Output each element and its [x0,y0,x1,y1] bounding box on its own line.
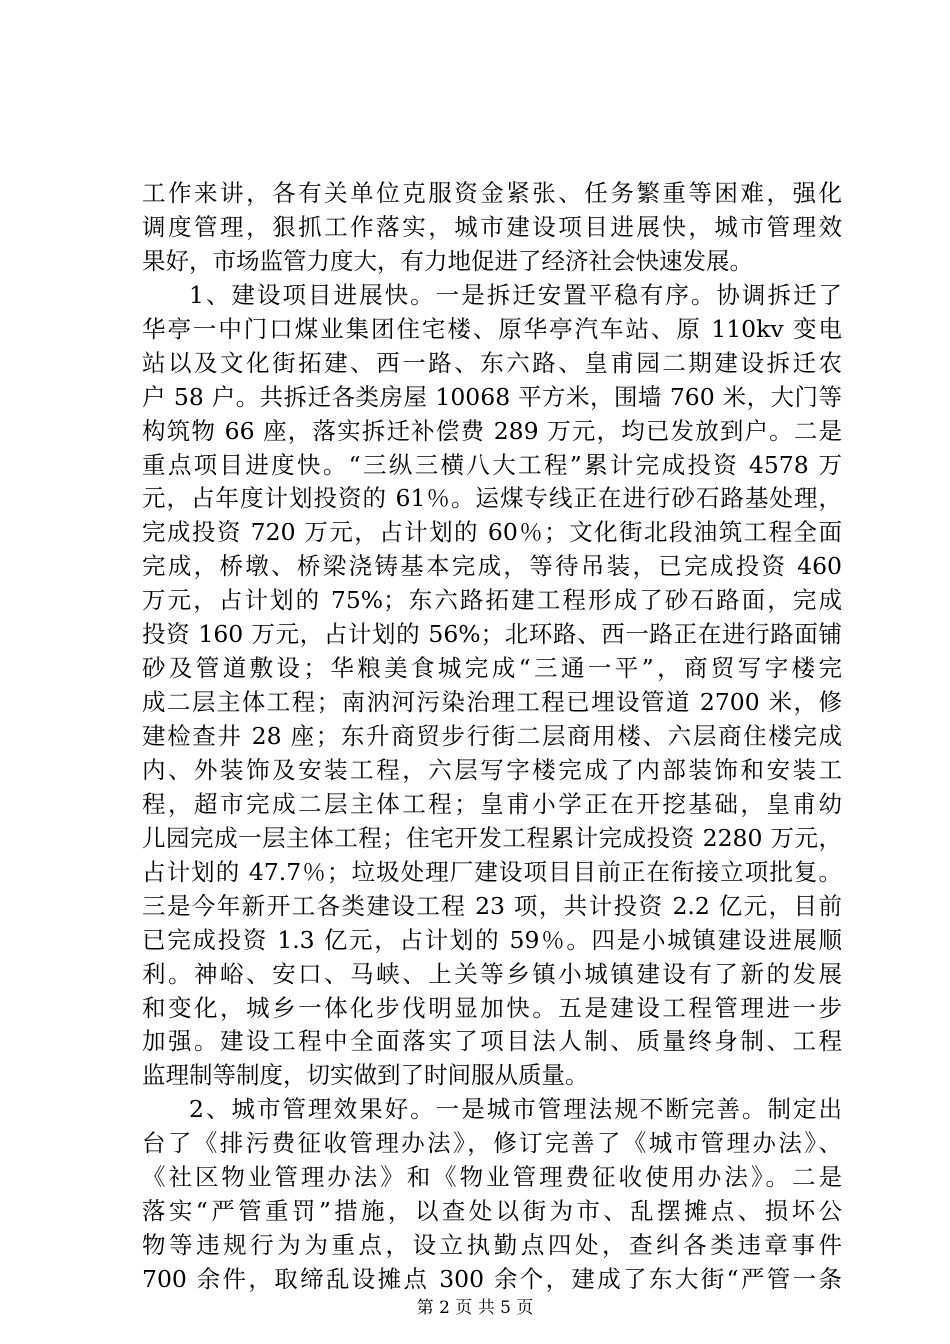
text-line: 果好，市场监管力度大，有力地促进了经济社会快速发展。 [142,246,753,275]
text-line: 站以及文化街拓建、西一路、东六路、皇甫园二期建设拆迁农 [142,348,842,377]
text-line: 重点项目进度快。“三纵三横八大工程”累计完成投资 4578 万 [142,450,842,479]
text-line: 程，超市完成二层主体工程；皇甫小学正在开挖基础，皇甫幼 [142,789,842,818]
text-line: 投资 160 万元，占计划的 56%；北环路、西一路正在进行路面铺 [142,620,842,649]
text-line: 调度管理，狠抓工作落实，城市建设项目进展快，城市管理效 [142,212,842,241]
text-line: 利。神峪、安口、马峡、上关等乡镇小城镇建设有了新的发展 [142,959,842,988]
text-line: 加强。建设工程中全面落实了项目法人制、质量终身制、工程 [142,1027,842,1056]
text-line: 已完成投资 1.3 亿元，占计划的 59％。四是小城镇建设进展顺 [142,925,842,954]
text-line: 元，占年度计划投资的 61％。运煤专线正在进行砂石路基处理， [142,484,842,513]
text-line: 台了《排污费征收管理办法》，修订完善了《城市管理办法》、 [142,1129,842,1158]
text-line: 三是今年新开工各类建设工程 23 项，共计投资 2.2 亿元，目前 [142,891,842,920]
text-line: 建检查井 28 座；东升商贸步行街二层商用楼、六层商住楼完成 [142,722,842,750]
text-line: 物等违规行为为重点，设立执勤点四处，查纠各类违章事件 [142,1231,842,1260]
text-line: 内、外装饰及安装工程，六层写字楼完成了内部装饰和安装工 [142,755,842,784]
text-line: 落实“严管重罚”措施，以查处以街为市、乱摆摊点、损坏公 [142,1197,842,1226]
text-line: 砂及管道敷设；华粮美食城完成“三通一平”，商贸写字楼完 [142,654,842,683]
text-line: 700 余件，取缔乱设摊点 300 余个，建成了东大街“严管一条 [142,1265,842,1293]
text-line: 万元，占计划的 75%；东六路拓建工程形成了砂石路面，完成 [142,586,842,615]
page-number-footer: 第 2 页 共 5 页 [416,1298,534,1318]
text-line: 占计划的 47.7％；垃圾处理厂建设项目目前正在衔接立项批复。 [142,857,842,886]
paragraph-start-line: 1、建设项目进展快。一是拆迁安置平稳有序。协调拆迁了 [189,280,842,309]
text-line: 《社区物业管理办法》和《物业管理费征收使用办法》。二是 [142,1163,842,1192]
text-line: 监理制等制度，切实做到了时间服从质量。 [142,1061,589,1090]
text-line: 和变化，城乡一体化步伐明显加快。五是建设工程管理进一步 [142,993,842,1022]
text-line: 完成，桥墩、桥梁浇铸基本完成，等待吊装，已完成投资 460 [142,552,842,581]
text-line: 完成投资 720 万元，占计划的 60％；文化街北段油筑工程全面 [142,518,842,547]
text-line: 华亭一中门口煤业集团住宅楼、原华亭汽车站、原 110kv 变电 [142,314,842,343]
text-line: 户 58 户。共拆迁各类房屋 10068 平方米，围墙 760 米，大门等 [142,382,842,411]
text-line: 构筑物 66 座，落实拆迁补偿费 289 万元，均已发放到户。二是 [142,416,842,445]
text-line: 儿园完成一层主体工程；住宅开发工程累计完成投资 2280 万元， [142,823,842,852]
paragraph-start-line: 2、城市管理效果好。一是城市管理法规不断完善。制定出 [189,1095,842,1124]
text-line: 成二层主体工程；南汭河污染治理工程已埋设管道 2700 米，修 [142,688,842,717]
body-text [142,177,842,1297]
text-line: 工作来讲，各有关单位克服资金紧张、任务繁重等困难，强化 [142,179,842,207]
